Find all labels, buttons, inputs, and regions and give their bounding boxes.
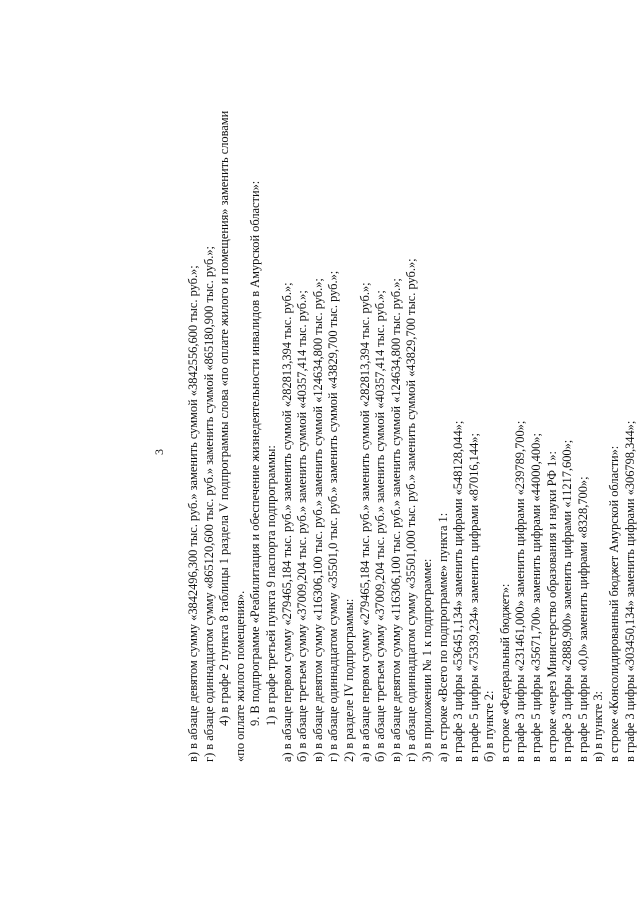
text-line: в) в абзаце девятом сумму «116306,100 тыс. руб.» заменить суммой «124634,800 тыс. руб.»; [388,278,403,762]
text-line: а) в абзаце первом сумму «279465,184 тыс. руб.» заменить суммой «282813,394 тыс. руб.»; [357,282,372,762]
text-line: в графе 3 цифры «2888,900» заменить цифрами «11217,600»; [560,439,575,762]
document-body [186,82,638,762]
text-line: в графе 5 цифры «75339,234» заменить цифрами «87016,144»; [466,433,481,762]
text-line: в строке «Консолидированный бюджет Амурской области»: [607,445,622,762]
text-line: в) в абзаце девятом сумму «3842496,300 тыс. руб.» заменить суммой «3842556,600 тыс. руб.»; [186,265,200,762]
text-line: 9. В подпрограмме «Реабилитация и обеспечение жизнедеятельности инвалидов в Амурской области»: [248,180,263,726]
text-line: 2) в разделе IV подпрограммы: [341,598,356,762]
text-line: в строке «через Министерство образования и науки РФ 1»: [544,451,559,762]
text-line: б) в абзаце третьем сумму «37009,204 тыс. руб.» заменить суммой «40357,414 тыс. руб.»; [295,290,310,762]
text-line: 4) в графе 2 пункта 8 таблицы 1 раздела V подпрограммы слова «по оплате жилого и помещения» заменить словами [217,110,232,726]
text-line: в) в абзаце девятом сумму «116306,100 тыс. руб.» заменить суммой «124634,800 тыс. руб.»; [310,278,325,762]
text-line: в) в пункте 3: [591,691,606,762]
text-line: «по оплате жилого помещения». [232,590,247,762]
page-number: 3 [152,449,166,455]
text-line: в графе 5 цифры «0,0» заменить цифрами «8328,700»; [575,476,590,762]
text-line: в графе 5 цифры «35671,700» заменить цифрами «44000,400»; [529,433,544,762]
text-line: г) в абзаце одиннадцатом сумму «865120,600 тыс. руб.» заменить суммой «865180,900 тыс. руб.»; [201,246,216,762]
text-line: а) в строке «Всего по подпрограмме» пункта 1: [435,512,450,762]
text-line: в графе 3 цифры «536451,134» заменить цифрами «548128,044»; [451,420,466,762]
text-line: в графе 3 цифры «231461,000» заменить цифрами «239789,700»; [513,420,528,762]
text-line: б) в абзаце третьем сумму «37009,204 тыс. руб.» заменить суммой «40357,414 тыс. руб.»; [373,290,388,762]
text-line: г) в абзаце одиннадцатом сумму «35501,0 тыс. руб.» заменить суммой «43829,700 тыс. руб.»; [326,270,341,762]
text-line: в графе 3 цифры «303450,134» заменить цифрами «306798,344»; [622,420,637,762]
text-line: в строке «Федеральный бюджет»: [497,583,512,762]
text-line: 3) в приложении № 1 к подпрограмме: [419,558,434,762]
text-line: 1) в графе третьей пункта 9 паспорта подпрограммы: [263,445,278,726]
text-line: а) в абзаце первом сумму «279465,184 тыс. руб.» заменить суммой «282813,394 тыс. руб.»; [279,282,294,762]
text-line: г) в абзаце одиннадцатом сумму «35501,000 тыс. руб.» заменить суммой «43829,700 тыс. руб.»; [404,258,419,762]
text-line: б) в пункте 2: [482,690,497,762]
rotated-content [60,72,637,832]
